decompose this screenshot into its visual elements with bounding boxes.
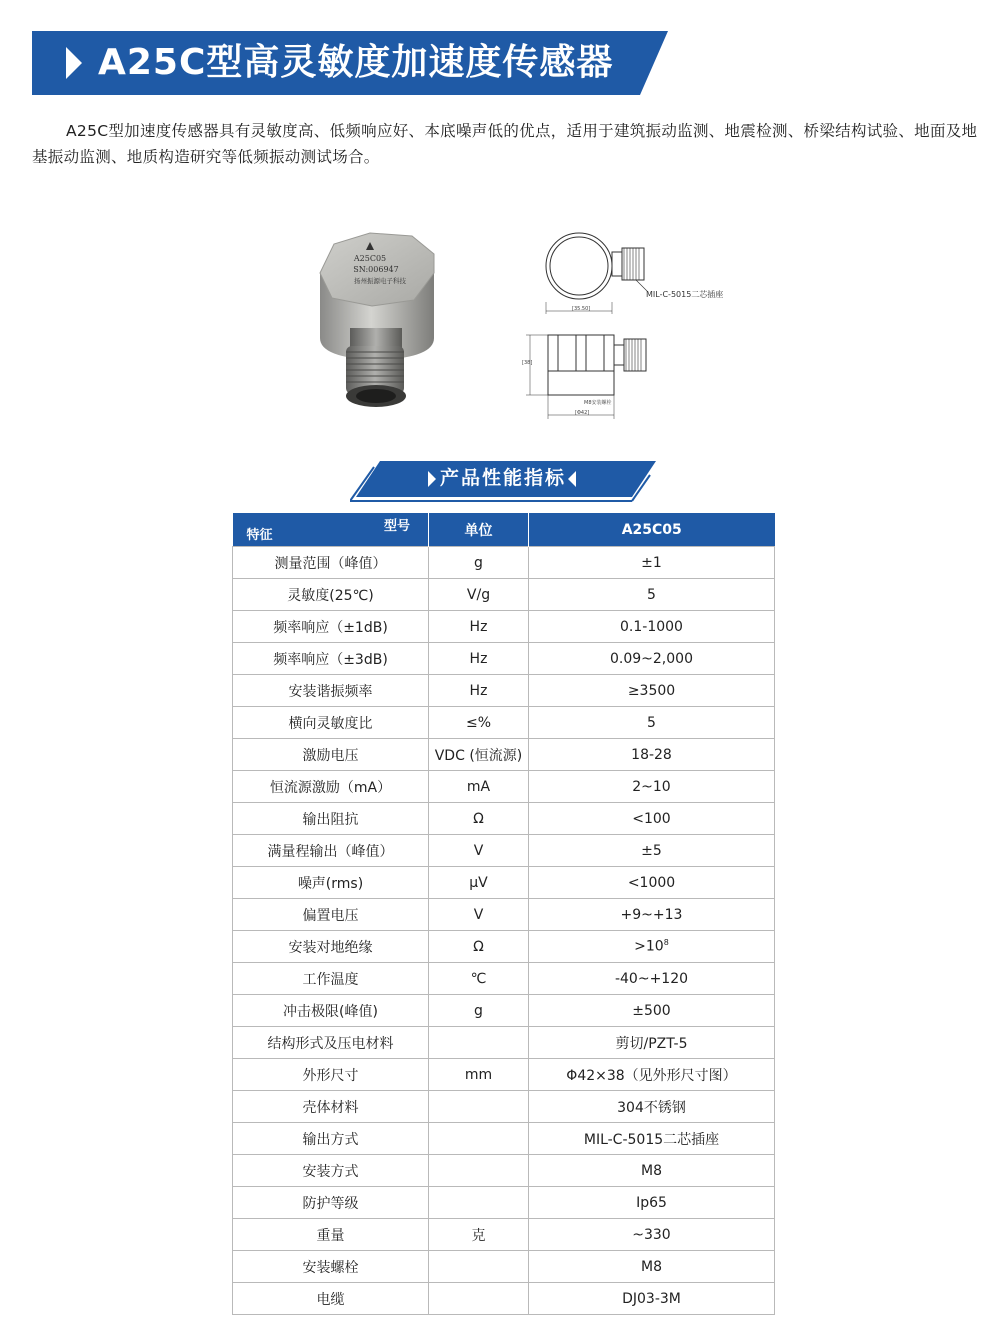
table-row xyxy=(233,835,775,867)
unit-cell xyxy=(429,1155,529,1187)
value-cell xyxy=(529,931,775,963)
dim-width-label: [35.50] xyxy=(572,306,591,312)
value-cell: M8 xyxy=(529,1251,775,1283)
unit-cell: 克 xyxy=(429,1219,529,1251)
unit-cell xyxy=(429,1027,529,1059)
unit-cell: Hz xyxy=(429,675,529,707)
value-cell: ~330 xyxy=(529,1219,775,1251)
value-cell: 剪切/PZT-5 xyxy=(529,1027,775,1059)
connector-label: MIL-C-5015二芯插座 xyxy=(646,290,724,299)
table-row xyxy=(233,1251,775,1283)
unit-cell xyxy=(429,1283,529,1315)
value-cell: 2~10 xyxy=(529,771,775,803)
table-row xyxy=(233,1027,775,1059)
value-exponent: 8 xyxy=(663,938,669,948)
feature-cell: 结构形式及压电材料 xyxy=(233,1027,429,1059)
value-cell: 304不锈钢 xyxy=(529,1091,775,1123)
table-row xyxy=(233,579,775,611)
feature-cell: 输出方式 xyxy=(233,1123,429,1155)
header-corner-cell xyxy=(233,513,429,547)
page-title: A25C型高灵敏度加速度传感器 xyxy=(98,42,614,83)
unit-cell xyxy=(429,1187,529,1219)
table-row xyxy=(233,675,775,707)
dim-mount-label: M8安装螺栓 xyxy=(584,400,612,406)
table-row xyxy=(233,547,775,579)
feature-cell: 外形尺寸 xyxy=(233,1059,429,1091)
value-cell: 5 xyxy=(529,579,775,611)
value-cell: Φ42×38（见外形尺寸图） xyxy=(529,1059,775,1091)
feature-cell: 灵敏度(25℃) xyxy=(233,579,429,611)
feature-cell: 输出阻抗 xyxy=(233,803,429,835)
feature-cell: 安装对地绝缘 xyxy=(233,931,429,963)
unit-cell xyxy=(429,1251,529,1283)
table-row xyxy=(233,1059,775,1091)
table-row xyxy=(233,867,775,899)
feature-cell: 测量范围（峰值） xyxy=(233,547,429,579)
value-text: >10 xyxy=(634,938,664,955)
table-row xyxy=(233,1123,775,1155)
dim-height-label: [38] xyxy=(522,360,533,366)
value-cell: 18-28 xyxy=(529,739,775,771)
feature-cell: 安装谐振频率 xyxy=(233,675,429,707)
svg-text:扬州振源电子科技: 扬州振源电子科技 xyxy=(354,277,406,285)
unit-cell: Hz xyxy=(429,611,529,643)
value-cell: Ip65 xyxy=(529,1187,775,1219)
feature-cell: 横向灵敏度比 xyxy=(233,707,429,739)
unit-cell xyxy=(429,1091,529,1123)
unit-cell: g xyxy=(429,547,529,579)
table-row xyxy=(233,803,775,835)
unit-cell: V xyxy=(429,899,529,931)
table-row xyxy=(233,1283,775,1315)
table-row xyxy=(233,611,775,643)
table-row xyxy=(233,1155,775,1187)
unit-cell: ≤% xyxy=(429,707,529,739)
table-row xyxy=(233,707,775,739)
table-row xyxy=(233,1091,775,1123)
unit-cell: V xyxy=(429,835,529,867)
value-cell: +9~+13 xyxy=(529,899,775,931)
header-feature-label: 特征 xyxy=(246,528,273,543)
table-row xyxy=(233,963,775,995)
table-row xyxy=(233,995,775,1027)
value-cell: 0.1-1000 xyxy=(529,611,775,643)
feature-cell: 电缆 xyxy=(233,1283,429,1315)
feature-cell: 满量程输出（峰值） xyxy=(233,835,429,867)
svg-text:A25C05: A25C05 xyxy=(353,254,387,263)
dim-dia-label: [Φ42] xyxy=(575,410,590,416)
spec-table xyxy=(232,513,775,1315)
unit-cell: μV xyxy=(429,867,529,899)
header-model: A25C05 xyxy=(529,513,775,547)
section-title: 产品性能指标 xyxy=(439,467,566,489)
value-cell: -40~+120 xyxy=(529,963,775,995)
value-cell: ±500 xyxy=(529,995,775,1027)
value-cell: ≥3500 xyxy=(529,675,775,707)
section-header xyxy=(350,459,656,503)
intro-paragraph: A25C型加速度传感器具有灵敏度高、低频响应好、本底噪声低的优点，适用于建筑振动监测、地震检测、桥梁结构试验、地面及地基振动监测、地质构造研究等低频振动测试场合。 xyxy=(32,122,978,166)
feature-cell: 频率响应（±3dB) xyxy=(233,643,429,675)
unit-cell: mm xyxy=(429,1059,529,1091)
value-cell: 5 xyxy=(529,707,775,739)
feature-cell: 重量 xyxy=(233,1219,429,1251)
unit-cell xyxy=(429,1123,529,1155)
value-cell: M8 xyxy=(529,1155,775,1187)
unit-cell: V/g xyxy=(429,579,529,611)
drawing-side-view xyxy=(520,325,660,425)
feature-cell: 壳体材料 xyxy=(233,1091,429,1123)
value-cell: ±5 xyxy=(529,835,775,867)
feature-cell: 噪声(rms) xyxy=(233,867,429,899)
unit-cell: g xyxy=(429,995,529,1027)
svg-text:SN:006947: SN:006947 xyxy=(353,265,399,274)
feature-cell: 安装螺栓 xyxy=(233,1251,429,1283)
unit-cell: Hz xyxy=(429,643,529,675)
feature-cell: 工作温度 xyxy=(233,963,429,995)
feature-cell: 防护等级 xyxy=(233,1187,429,1219)
unit-cell: mA xyxy=(429,771,529,803)
product-photo xyxy=(312,228,452,418)
feature-cell: 安装方式 xyxy=(233,1155,429,1187)
feature-cell: 激励电压 xyxy=(233,739,429,771)
value-cell: MIL-C-5015二芯插座 xyxy=(529,1123,775,1155)
value-cell: <1000 xyxy=(529,867,775,899)
table-row xyxy=(233,771,775,803)
table-row xyxy=(233,739,775,771)
header-model-label: 型号 xyxy=(383,519,410,534)
unit-cell: Ω xyxy=(429,803,529,835)
feature-cell: 偏置电压 xyxy=(233,899,429,931)
value-cell: <100 xyxy=(529,803,775,835)
table-body xyxy=(233,547,775,1315)
value-cell: ±1 xyxy=(529,547,775,579)
unit-cell: ℃ xyxy=(429,963,529,995)
table-row xyxy=(233,1187,775,1219)
value-cell: 0.09~2,000 xyxy=(529,643,775,675)
drawing-top-view xyxy=(536,220,726,320)
feature-cell: 冲击极限(峰值) xyxy=(233,995,429,1027)
table-row xyxy=(233,1219,775,1251)
table-header-row xyxy=(233,513,775,547)
feature-cell: 频率响应（±1dB) xyxy=(233,611,429,643)
header-unit: 单位 xyxy=(429,513,529,547)
table-row xyxy=(233,643,775,675)
table-row xyxy=(233,899,775,931)
unit-cell: Ω xyxy=(429,931,529,963)
feature-cell: 恒流源激励（mA） xyxy=(233,771,429,803)
unit-cell: VDC (恒流源) xyxy=(429,739,529,771)
table-row xyxy=(233,931,775,963)
value-cell: DJ03-3M xyxy=(529,1283,775,1315)
